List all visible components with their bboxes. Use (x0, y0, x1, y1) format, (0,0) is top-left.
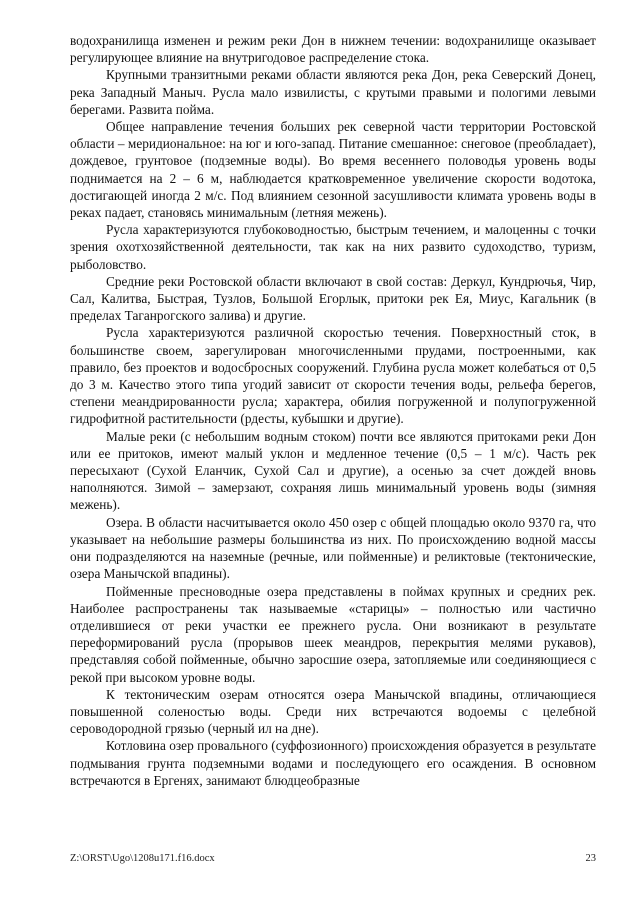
paragraph-floodplain-lakes: Пойменные пресноводные озера представлены в поймах крупных и средних рек. Наиболее распространены так называемые «старицы» – полностью или частично отделившиеся от реки участки ее прежнего русла. Они возникают в результате переформирований русла (прорывов шеек меандров, перекрытия мелями рукавов), представляя собой пойменные, обычно заросшие озера, затопляемые или соединяющиеся с рекой при высоком уровне воды. (70, 583, 596, 685)
paragraph-channel-speed: Русла характеризуются различной скоростью течения. Поверхностный сток, в большинстве своем, зарегулирован многочисленными прудами, построенными, как правило, без проектов и водосбросных сооружений. Глубина русла может колебаться от 0,5 до 3 м. Качество этого типа угодий зависит от скорости течения воды, рельефа берегов, степени меандрированности русла; характера, обилия погруженной и полупогруженной гидрофитной растительности (рдесты, кубышки и другие). (70, 325, 596, 427)
page-number: 23 (585, 853, 596, 864)
paragraph-continuation: водохранилища изменен и режим реки Дон в нижнем течении: водохранилище оказывает регулирующее влияние на внутригодовое распределение стока. (70, 33, 596, 66)
paragraph-medium-rivers: Средние реки Ростовской области включают в свой состав: Деркул, Кундрючья, Чир, Сал, Калитва, Быстрая, Тузлов, Большой Егорлык, притоки рек Ея, Миус, Кагальник (в пределах Таганрогского залива) и другие. (70, 273, 596, 324)
paragraph-channels-depth: Русла характеризуются глубоководностью, быстрым течением, и малоценны с точки зрения охотхозяйственной деятельности, так как на них развито судоходство, туризм, рыболовство. (70, 222, 596, 272)
paragraph-tectonic-lakes: К тектоническим озерам относятся озера Манычской впадины, отличающиеся повышенной соленостью воды. Среди них встречаются водоемы с целебной сероводородной грязью (черный ил на дне). (70, 686, 596, 737)
paragraph-small-rivers: Малые реки (с небольшим водным стоком) почти все являются притоками реки Дон или ее притоков, имеют малый уклон и медленное течение (0,5 – 1 м/с). Часть рек пересыхают (Сухой Еланчик, Сухой Сал и другие), а осенью за счет дождей вновь наполняются. Зимой – замерзают, сохраняя лишь минимальный уровень воды (зимняя межень). (70, 428, 596, 513)
paragraph-flow-direction: Общее направление течения больших рек северной части территории Ростовской области – меридиональное: на юг и юго-запад. Питание смешанное: снеговое (преобладает), дождевое, грунтовое (подземные воды). Во время весеннего половодья уровень воды поднимается на 2 – 6 м, наблюдается кратковременное увеличение скорости водотока, достигающей иногда 2 м/с. Под влиянием сезонной засушливости климата уровень воды в реках падает, становясь минимальным (летняя межень). (70, 119, 596, 221)
body-text (70, 32, 596, 789)
paragraph-sinkhole-lakes: Котловина озер провального (суффозионного) происхождения образуется в результате подмывания грунта подземными водами и последующего его осаждения. В основном встречаются в Ергенях, занимают блюдцеобразные (70, 738, 596, 788)
paragraph-transit-rivers: Крупными транзитными реками области являются река Дон, река Северский Донец, река Западный Маныч. Русла мало извилисты, с крутыми правыми и пологими левыми берегами. Развита пойма. (70, 67, 596, 117)
footer-file-path: Z:\ORST\Ugo\1208u171.f16.docx (70, 853, 215, 864)
paragraph-lakes: Озера. В области насчитывается около 450 озер с общей площадью около 9370 га, что указывает на небольшие размеры большинства из них. По происхождению водной массы они подразделяются на наземные (речные, или пойменные) и реликтовые (тектонические, озера Манычской впадины). (70, 514, 596, 582)
